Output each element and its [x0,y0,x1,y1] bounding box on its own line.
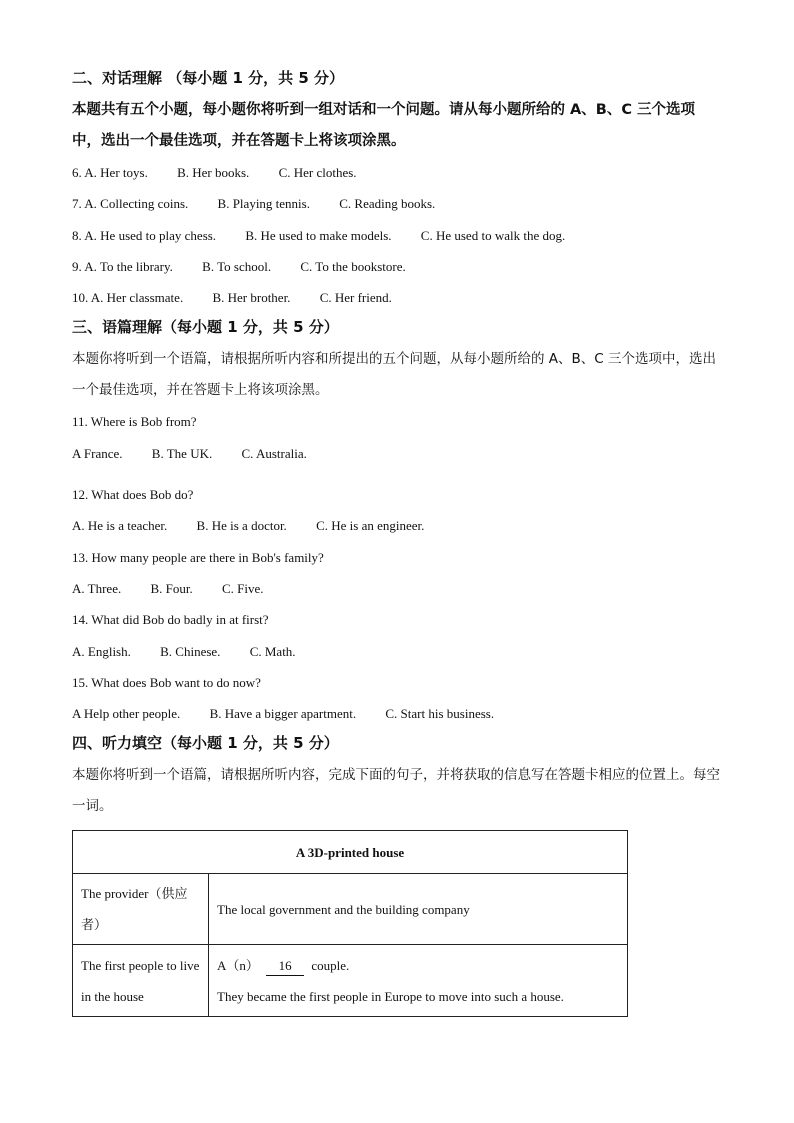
fill-in-table [72,830,628,1017]
blank-prefix: A（n） [217,957,259,973]
row-note: They became the first people in Europe to move into such a house. [217,988,564,1004]
question-12-options [72,510,722,541]
question-15-stem: 15. What does Bob want to do now? [72,674,261,690]
option[interactable]: A France. [72,445,123,461]
question-11-stem: 11. Where is Bob from? [72,414,197,430]
table-heading: A 3D-printed house [73,831,628,874]
question-11-options [72,438,722,469]
option[interactable]: B. Four. [150,580,193,596]
option[interactable]: C. Her clothes. [278,165,357,180]
option[interactable]: B. Her brother. [212,290,291,306]
question-13-stem: 13. How many people are there in Bob's family? [72,549,324,565]
option[interactable]: B. To school. [202,258,272,274]
option[interactable]: C. Start his business. [385,706,495,722]
section-4-title: 四、听力填空（每小题 1 分，共 5 分） [72,734,339,753]
option[interactable]: B. Have a bigger apartment. [209,706,357,722]
table-row-value [209,945,628,1017]
question-9 [72,251,722,282]
question-10 [72,282,722,313]
question-7 [72,188,722,219]
option[interactable]: A Help other people. [72,706,181,722]
option[interactable]: C. He is an engineer. [316,518,425,534]
question-14-options [72,636,722,667]
section-2-title: 二、对话理解 （每小题 1 分，共 5 分） [72,69,344,87]
option[interactable]: B. Chinese. [160,643,221,659]
option[interactable]: A. Three. [72,580,122,596]
option[interactable]: 8. A. He used to play chess. [72,227,217,243]
table-row-value: The local government and the building company [209,874,628,945]
option[interactable]: B. Playing tennis. [217,196,310,212]
option[interactable]: 10. A. Her classmate. [72,290,184,306]
option[interactable]: 9. A. To the library. [72,258,173,274]
option[interactable]: C. To the bookstore. [300,258,406,274]
option[interactable]: 7. A. Collecting coins. [72,196,189,212]
option[interactable]: C. Her friend. [319,290,392,306]
exam-page [72,64,722,1017]
question-12-stem: 12. What does Bob do? [72,487,194,503]
blank-suffix: couple. [311,957,350,973]
option[interactable]: B. He used to make models. [245,227,392,243]
option[interactable]: C. Australia. [241,445,307,461]
option[interactable]: 6. A. Her toys. [72,165,148,180]
question-15-options [72,698,722,729]
option[interactable]: B. The UK. [151,445,213,461]
section-4-instruction: 本题你将听到一个语篇，请根据所听内容，完成下面的句子，并将获取的信息写在答题卡相应的位置上。每空一词。 [72,767,720,815]
question-8 [72,220,722,251]
section-3-instruction: 本题你将听到一个语篇，请根据所听内容和所提出的五个问题，从每小题所给的 A、B、C 三个选项中，选出一个最佳选项，并在答题卡上将该项涂黑。 [72,351,717,399]
answer-blank-16[interactable]: 16 [266,957,304,976]
option[interactable]: C. Reading books. [339,196,436,212]
table-row-label: The first people to live in the house [73,945,209,1017]
question-6 [72,157,722,188]
section-3-title: 三、语篇理解（每小题 1 分，共 5 分） [72,318,339,337]
question-13-options [72,573,722,604]
option[interactable]: B. Her books. [177,165,250,180]
option[interactable]: A. English. [72,643,131,659]
option[interactable]: C. He used to walk the dog. [420,227,566,243]
option[interactable]: C. Math. [249,643,296,659]
option[interactable]: B. He is a doctor. [196,518,287,534]
section-2-instruction: 本题共有五个小题，每小题你将听到一组对话和一个问题。请从每小题所给的 A、B、C 三个选项中，选出一个最佳选项，并在答题卡上将该项涂黑。 [72,102,696,149]
option[interactable]: C. Five. [221,580,264,596]
option[interactable]: A. He is a teacher. [72,518,168,534]
question-14-stem: 14. What did Bob do badly in at first? [72,612,269,628]
table-row-label: The provider（供应者） [73,874,209,945]
